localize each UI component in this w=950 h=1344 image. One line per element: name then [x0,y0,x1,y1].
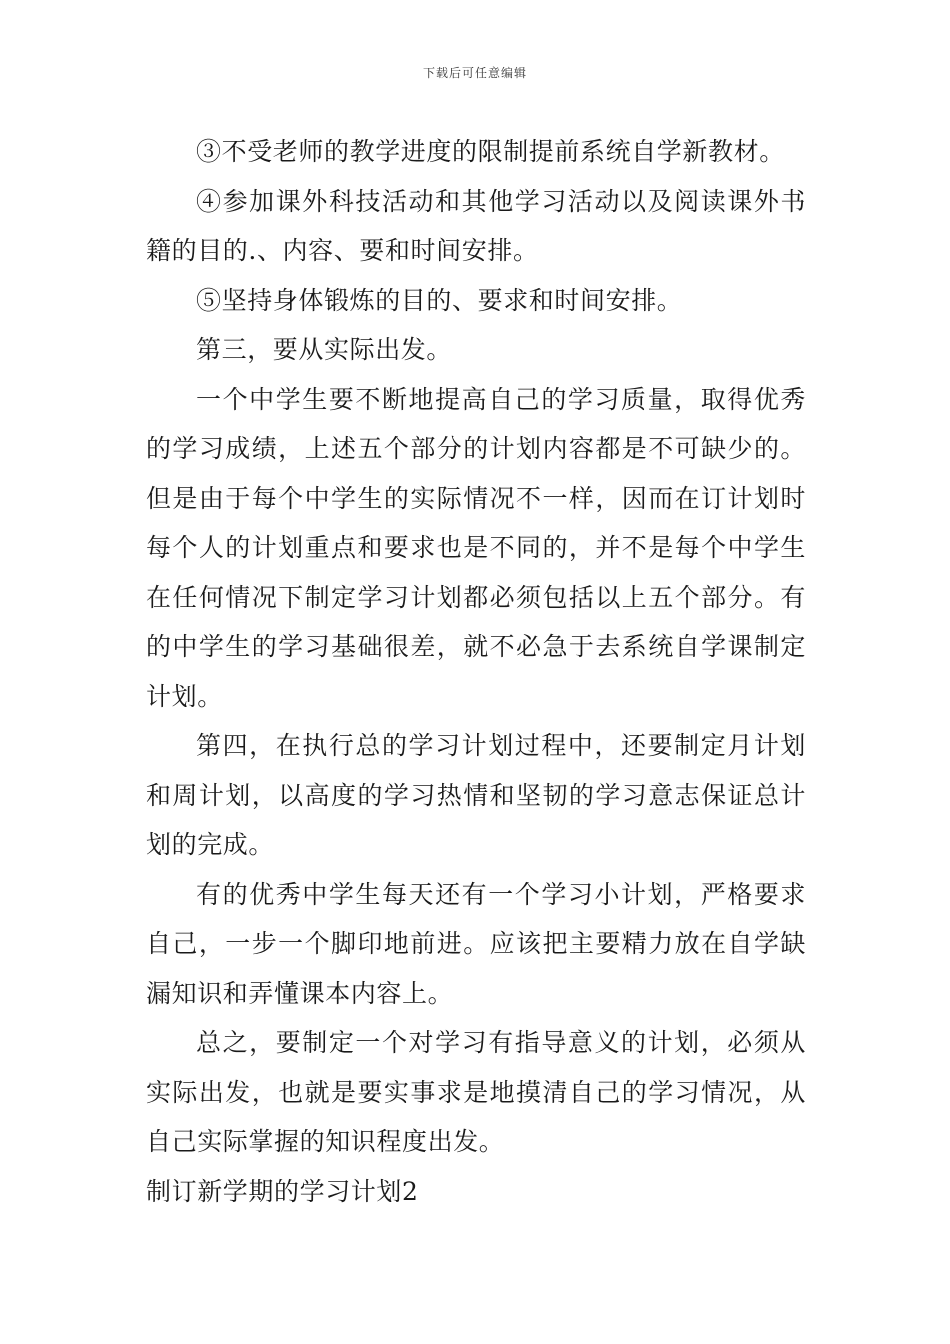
paragraph-fourth-point: 第四，在执行总的学习计划过程中，还要制定月计划和周计划，以高度的学习热情和坚韧的学习意志保证总计划的完成。 [146,731,806,859]
document-body [146,127,806,1216]
header-note: 下载后可任意编辑 [422,66,527,80]
paragraph-daily-plan: 有的优秀中学生每天还有一个学习小计划，严格要求自己，一步一个脚印地前进。应该把主要精力放在自学缺漏知识和弄懂课本内容上。 [146,879,806,1008]
paragraph-five-parts: 一个中学生要不断地提高自己的学习质量，取得优秀的学习成绩，上述五个部分的计划内容都是不可缺少的。但是由于每个中学生的实际情况不一样，因而在订计划时每个人的计划重点和要求也是不同的，并不是每个中学生在任何情况下制定学习计划都必须包括以上五个部分。有的中学生的学习基础很差，就不必急于去系统自学课制定计划。 [146,384,806,711]
section-heading: 制订新学期的学习计划2 [146,1176,419,1206]
paragraph-third-point: 第三，要从实际出发。 [196,335,453,364]
paragraph-conclusion: 总之，要制定一个对学习有指导意义的计划，必须从实际出发，也就是要实事求是地摸清自己的学习情况，从自己实际掌握的知识程度出发。 [146,1028,806,1156]
paragraph-item-4: ④参加课外科技活动和其他学习活动以及阅读课外书籍的目的.、内容、要和时间安排。 [146,186,806,265]
paragraph-item-5: ⑤坚持身体锻炼的目的、要求和时间安排。 [196,285,683,315]
paragraph-item-3: ③不受老师的教学进度的限制提前系统自学新教材。 [196,137,785,166]
